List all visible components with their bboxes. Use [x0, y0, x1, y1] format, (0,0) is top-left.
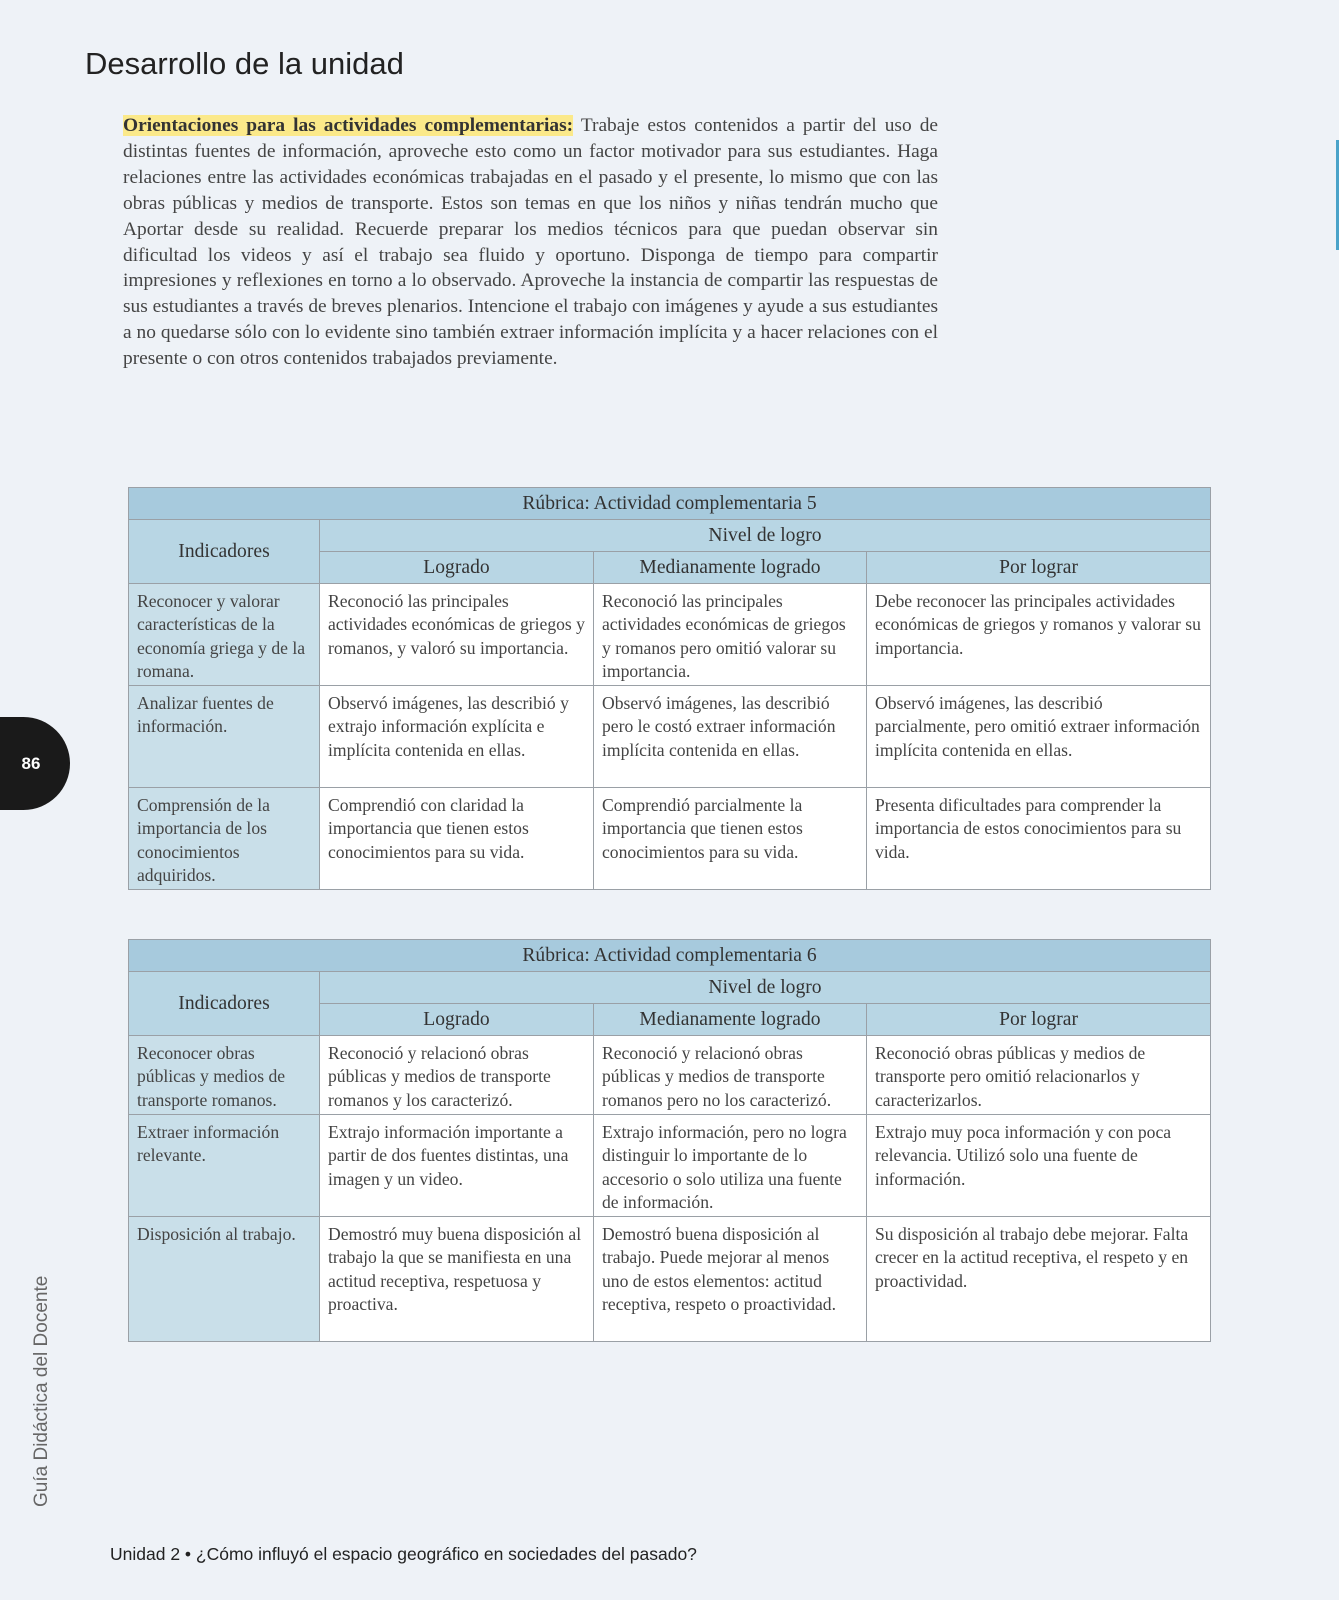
por-lograr-cell: Reconoció obras públicas y medios de transporte pero omitió relacionarlos y caracterizarlos.	[867, 1036, 1211, 1115]
indicator-cell: Comprensión de la importancia de los conocimientos adquiridos.	[129, 788, 320, 890]
indicator-cell: Reconocer y valorar características de la economía griega y de la romana.	[129, 584, 320, 686]
table-row	[129, 788, 1211, 890]
table-row	[129, 1036, 1211, 1115]
table-row	[129, 584, 1211, 686]
logrado-cell: Observó imágenes, las describió y extrajo información explícita e implícita contenida en ellas.	[320, 686, 594, 788]
intro-paragraph	[123, 113, 938, 372]
rubric-title: Rúbrica: Actividad complementaria 5	[129, 488, 1211, 520]
indicator-cell: Extraer información relevante.	[129, 1115, 320, 1217]
indicator-cell: Disposición al trabajo.	[129, 1217, 320, 1342]
medianamente-cell: Extrajo información, pero no logra distinguir lo importante de lo accesorio o solo utiliza una fuente de información.	[594, 1115, 867, 1217]
side-label: Guía Didáctica del Docente	[31, 1275, 52, 1507]
medianamente-cell: Comprendió parcialmente la importancia que tienen estos conocimientos para su vida.	[594, 788, 867, 890]
por-lograr-cell: Su disposición al trabajo debe mejorar. Falta crecer en la actitud receptiva, el respeto y en proactividad.	[867, 1217, 1211, 1342]
level-medianamente-header: Medianamente logrado	[594, 552, 867, 584]
indicator-cell: Analizar fuentes de información.	[129, 686, 320, 788]
indicator-cell: Reconocer obras públicas y medios de transporte romanos.	[129, 1036, 320, 1115]
medianamente-cell: Reconoció las principales actividades económicas de griegos y romanos pero omitió valorar su importancia.	[594, 584, 867, 686]
logrado-cell: Extrajo información importante a partir de dos fuentes distintas, una imagen y un video.	[320, 1115, 594, 1217]
por-lograr-cell: Observó imágenes, las describió parcialmente, pero omitió extraer información implícita contenida en ellas.	[867, 686, 1211, 788]
rubric-table-5	[128, 487, 1211, 890]
logrado-cell: Reconoció y relacionó obras públicas y medios de transporte romanos y los caracterizó.	[320, 1036, 594, 1115]
page-number: 86	[21, 753, 41, 773]
intro-label: Orientaciones para las actividades complementarias:	[123, 115, 574, 136]
rubric-table-6	[128, 939, 1211, 1342]
rubric-title: Rúbrica: Actividad complementaria 6	[129, 940, 1211, 972]
por-lograr-cell: Extrajo muy poca información y con poca relevancia. Utilizó solo una fuente de información.	[867, 1115, 1211, 1217]
level-header: Nivel de logro	[320, 972, 1211, 1004]
medianamente-cell: Observó imágenes, las describió pero le costó extraer información implícita contenida en ellas.	[594, 686, 867, 788]
level-logrado-header: Logrado	[320, 552, 594, 584]
level-por-lograr-header: Por lograr	[867, 1004, 1211, 1036]
logrado-cell: Demostró muy buena disposición al trabajo la que se manifiesta en una actitud receptiva, respetuosa y proactiva.	[320, 1217, 594, 1342]
indicators-header: Indicadores	[129, 972, 320, 1036]
por-lograr-cell: Debe reconocer las principales actividades económicas de griegos y romanos y valorar su importancia.	[867, 584, 1211, 686]
level-por-lograr-header: Por lograr	[867, 552, 1211, 584]
level-medianamente-header: Medianamente logrado	[594, 1004, 867, 1036]
section-title: Desarrollo de la unidad	[85, 46, 404, 81]
footer-unit-title: Unidad 2 • ¿Cómo influyó el espacio geográfico en sociedades del pasado?	[110, 1544, 697, 1564]
por-lograr-cell: Presenta dificultades para comprender la importancia de estos conocimientos para su vida.	[867, 788, 1211, 890]
table-row	[129, 686, 1211, 788]
table-row	[129, 1115, 1211, 1217]
intro-text: Trabaje estos contenidos a partir del uso de distintas fuentes de información, aproveche esto como un factor motivador para sus estudiantes. Haga relaciones entre las actividades económicas trabajadas en el pasado y el presente, lo mismo que con las obras públicas y medios de transporte. Estos son temas en que los niños y niñas tendrán mucho que Aportar desde su realidad. Recuerde preparar los medios técnicos para que puedan observar sin dificultad los videos y así el trabajo sea fluido y oportuno. Disponga de tiempo para compartir impresiones y reflexiones en torno a lo observado. Aproveche la instancia de compartir las respuestas de sus estudiantes a través de breves plenarios. Intencione el trabajo con imágenes y ayude a sus estudiantes a no quedarse sólo con lo evidente sino también extraer información implícita y a hacer relaciones con el presente o con otros contenidos trabajados previamente.	[123, 115, 938, 370]
medianamente-cell: Demostró buena disposición al trabajo. Puede mejorar al menos uno de estos elementos: actitud receptiva, respeto o proactividad.	[594, 1217, 867, 1342]
logrado-cell: Comprendió con claridad la importancia que tienen estos conocimientos para su vida.	[320, 788, 594, 890]
level-header: Nivel de logro	[320, 520, 1211, 552]
logrado-cell: Reconoció las principales actividades económicas de griegos y romanos, y valoró su importancia.	[320, 584, 594, 686]
medianamente-cell: Reconoció y relacionó obras públicas y medios de transporte romanos pero no los caracterizó.	[594, 1036, 867, 1115]
level-logrado-header: Logrado	[320, 1004, 594, 1036]
indicators-header: Indicadores	[129, 520, 320, 584]
page-number-tab	[0, 717, 70, 810]
table-row	[129, 1217, 1211, 1342]
